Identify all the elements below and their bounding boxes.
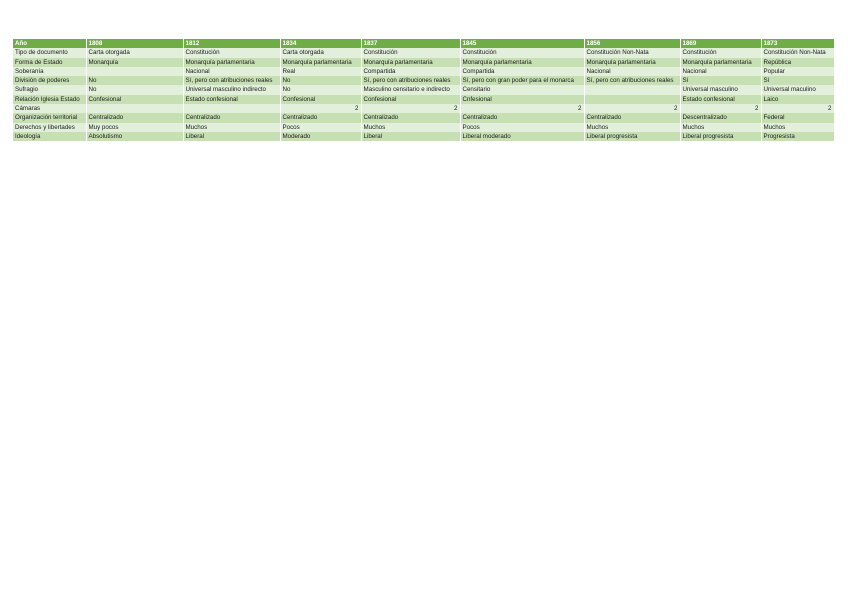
table-cell[interactable]: Sí, pero con atribuciones reales <box>361 76 460 85</box>
table-cell[interactable]: Carta otorgada <box>86 48 183 57</box>
row-label-cell[interactable]: Organización territorial <box>13 113 86 122</box>
table-row <box>13 95 834 104</box>
table-cell[interactable]: Centralizado <box>280 113 361 122</box>
table-cell[interactable]: Muchos <box>680 123 761 132</box>
table-cell[interactable]: 2 <box>584 104 680 113</box>
row-label-cell[interactable]: Forma de Estado <box>13 58 86 67</box>
header-cell-year[interactable]: 1873 <box>761 39 834 48</box>
table-cell[interactable]: Confesional <box>86 95 183 104</box>
table-row <box>13 132 834 141</box>
table-cell[interactable]: Sí, pero con gran poder para el monarca <box>460 76 584 85</box>
table-cell[interactable]: 2 <box>460 104 584 113</box>
table-row <box>13 123 834 132</box>
table-cell[interactable] <box>86 104 183 113</box>
table-cell[interactable]: Centralizado <box>584 113 680 122</box>
table-cell[interactable]: Carta otorgada <box>280 48 361 57</box>
table-cell[interactable]: No <box>280 76 361 85</box>
table-cell[interactable]: Progresista <box>761 132 834 141</box>
table-cell[interactable]: Sí <box>680 76 761 85</box>
table-cell[interactable]: Nacional <box>680 67 761 76</box>
header-row <box>13 39 834 48</box>
table-cell[interactable]: Universal masculino indirecto <box>183 85 280 94</box>
table-cell[interactable] <box>86 67 183 76</box>
table-cell[interactable]: Real <box>280 67 361 76</box>
row-label-cell[interactable]: Tipo de documento <box>13 48 86 57</box>
table-cell[interactable]: Constitución <box>460 48 584 57</box>
table-cell[interactable]: Monarquía parlamentaria <box>460 58 584 67</box>
table-cell[interactable]: Muchos <box>761 123 834 132</box>
table-cell[interactable]: Constitución Non-Nata <box>584 48 680 57</box>
table-row <box>13 67 834 76</box>
table-cell[interactable] <box>584 85 680 94</box>
row-label-cell[interactable]: Relación Iglesia Estado <box>13 95 86 104</box>
table-cell[interactable]: Centralizado <box>460 113 584 122</box>
table-cell[interactable]: Constitución Non-Nata <box>761 48 834 57</box>
table-cell[interactable]: 2 <box>761 104 834 113</box>
table-cell[interactable]: Sí <box>761 76 834 85</box>
table-row <box>13 58 834 67</box>
table-cell[interactable]: Masculino censitario e indirecto <box>361 85 460 94</box>
table-cell[interactable]: Nacional <box>183 67 280 76</box>
header-cell-year[interactable]: 1837 <box>361 39 460 48</box>
table-cell[interactable] <box>183 104 280 113</box>
table-cell[interactable]: Liberal moderado <box>460 132 584 141</box>
table-cell[interactable]: Compartida <box>460 67 584 76</box>
row-label-cell[interactable]: Cámaras <box>13 104 86 113</box>
table-cell[interactable]: Constitución <box>183 48 280 57</box>
table-cell[interactable]: 2 <box>680 104 761 113</box>
row-label-cell[interactable]: Derechos y libertades <box>13 123 86 132</box>
table-cell[interactable]: Confesional <box>361 95 460 104</box>
table-cell[interactable]: Monarquía parlamentaria <box>584 58 680 67</box>
header-cell-year[interactable]: 1845 <box>460 39 584 48</box>
table-cell[interactable]: Monarquía <box>86 58 183 67</box>
table-cell[interactable]: No <box>86 76 183 85</box>
table-cell[interactable]: Centralizado <box>183 113 280 122</box>
table-cell[interactable]: Descentralizado <box>680 113 761 122</box>
row-label-cell[interactable]: Sufragio <box>13 85 86 94</box>
header-cell-year[interactable]: 1856 <box>584 39 680 48</box>
header-cell-year[interactable]: 1808 <box>86 39 183 48</box>
table-cell[interactable]: Sí, pero con atribuciones reales <box>183 76 280 85</box>
table-cell[interactable]: Centralizado <box>361 113 460 122</box>
header-cell-year[interactable]: 1869 <box>680 39 761 48</box>
table-cell[interactable]: Nacional <box>584 67 680 76</box>
table-cell[interactable]: Pocos <box>280 123 361 132</box>
header-cell-year[interactable]: 1834 <box>280 39 361 48</box>
table-cell[interactable]: Sí, pero con atribuciones reales <box>584 76 680 85</box>
table-cell[interactable]: Universal maculino <box>761 85 834 94</box>
table-cell[interactable]: 2 <box>280 104 361 113</box>
table-cell[interactable]: Liberal <box>361 132 460 141</box>
table-cell[interactable] <box>584 95 680 104</box>
table-cell[interactable]: Absolutismo <box>86 132 183 141</box>
table-cell[interactable]: Federal <box>761 113 834 122</box>
row-label-cell[interactable]: División de poderes <box>13 76 86 85</box>
table-cell[interactable]: Liberal progresista <box>584 132 680 141</box>
table-cell[interactable]: Monarquía parlamentaria <box>183 58 280 67</box>
table-cell[interactable]: Monarquía parlamentaria <box>680 58 761 67</box>
table-cell[interactable]: No <box>86 85 183 94</box>
table-row <box>13 104 834 113</box>
constitutions-table <box>13 39 835 141</box>
table-cell[interactable]: No <box>280 85 361 94</box>
table-cell[interactable]: Muchos <box>361 123 460 132</box>
table-cell[interactable]: Constitución <box>680 48 761 57</box>
table-cell[interactable]: Centralizado <box>86 113 183 122</box>
table-cell[interactable]: Laico <box>761 95 834 104</box>
table-cell[interactable]: República <box>761 58 834 67</box>
table-cell[interactable]: Estado confesional <box>680 95 761 104</box>
table-cell[interactable]: Compartida <box>361 67 460 76</box>
table-row <box>13 113 834 122</box>
header-cell-year[interactable]: 1812 <box>183 39 280 48</box>
table-cell[interactable]: Muchos <box>183 123 280 132</box>
row-label-cell[interactable]: Soberanía <box>13 67 86 76</box>
table-cell[interactable]: Censitario <box>460 85 584 94</box>
table-cell[interactable]: Constitución <box>361 48 460 57</box>
table-cell[interactable]: Confesional <box>280 95 361 104</box>
table-cell[interactable]: Muy pocos <box>86 123 183 132</box>
table-row <box>13 48 834 57</box>
table-row <box>13 76 834 85</box>
table-cell[interactable]: Liberal <box>183 132 280 141</box>
table-cell[interactable]: Pocos <box>460 123 584 132</box>
table-cell[interactable]: Cnfesional <box>460 95 584 104</box>
table-cell[interactable]: Estado confesional <box>183 95 280 104</box>
table-row <box>13 85 834 94</box>
table-cell[interactable]: Muchos <box>584 123 680 132</box>
table-cell[interactable]: Monarquía parlamentaria <box>280 58 361 67</box>
table-cell[interactable]: Moderado <box>280 132 361 141</box>
table-cell[interactable]: Universal masculino <box>680 85 761 94</box>
table-cell[interactable]: Monarquía parlamentaria <box>361 58 460 67</box>
table-cell[interactable]: Liberal progresista <box>680 132 761 141</box>
header-cell-year-label[interactable]: Año <box>13 39 86 48</box>
table-cell[interactable]: 2 <box>361 104 460 113</box>
row-label-cell[interactable]: Ideología <box>13 132 86 141</box>
table-cell[interactable]: Popular <box>761 67 834 76</box>
